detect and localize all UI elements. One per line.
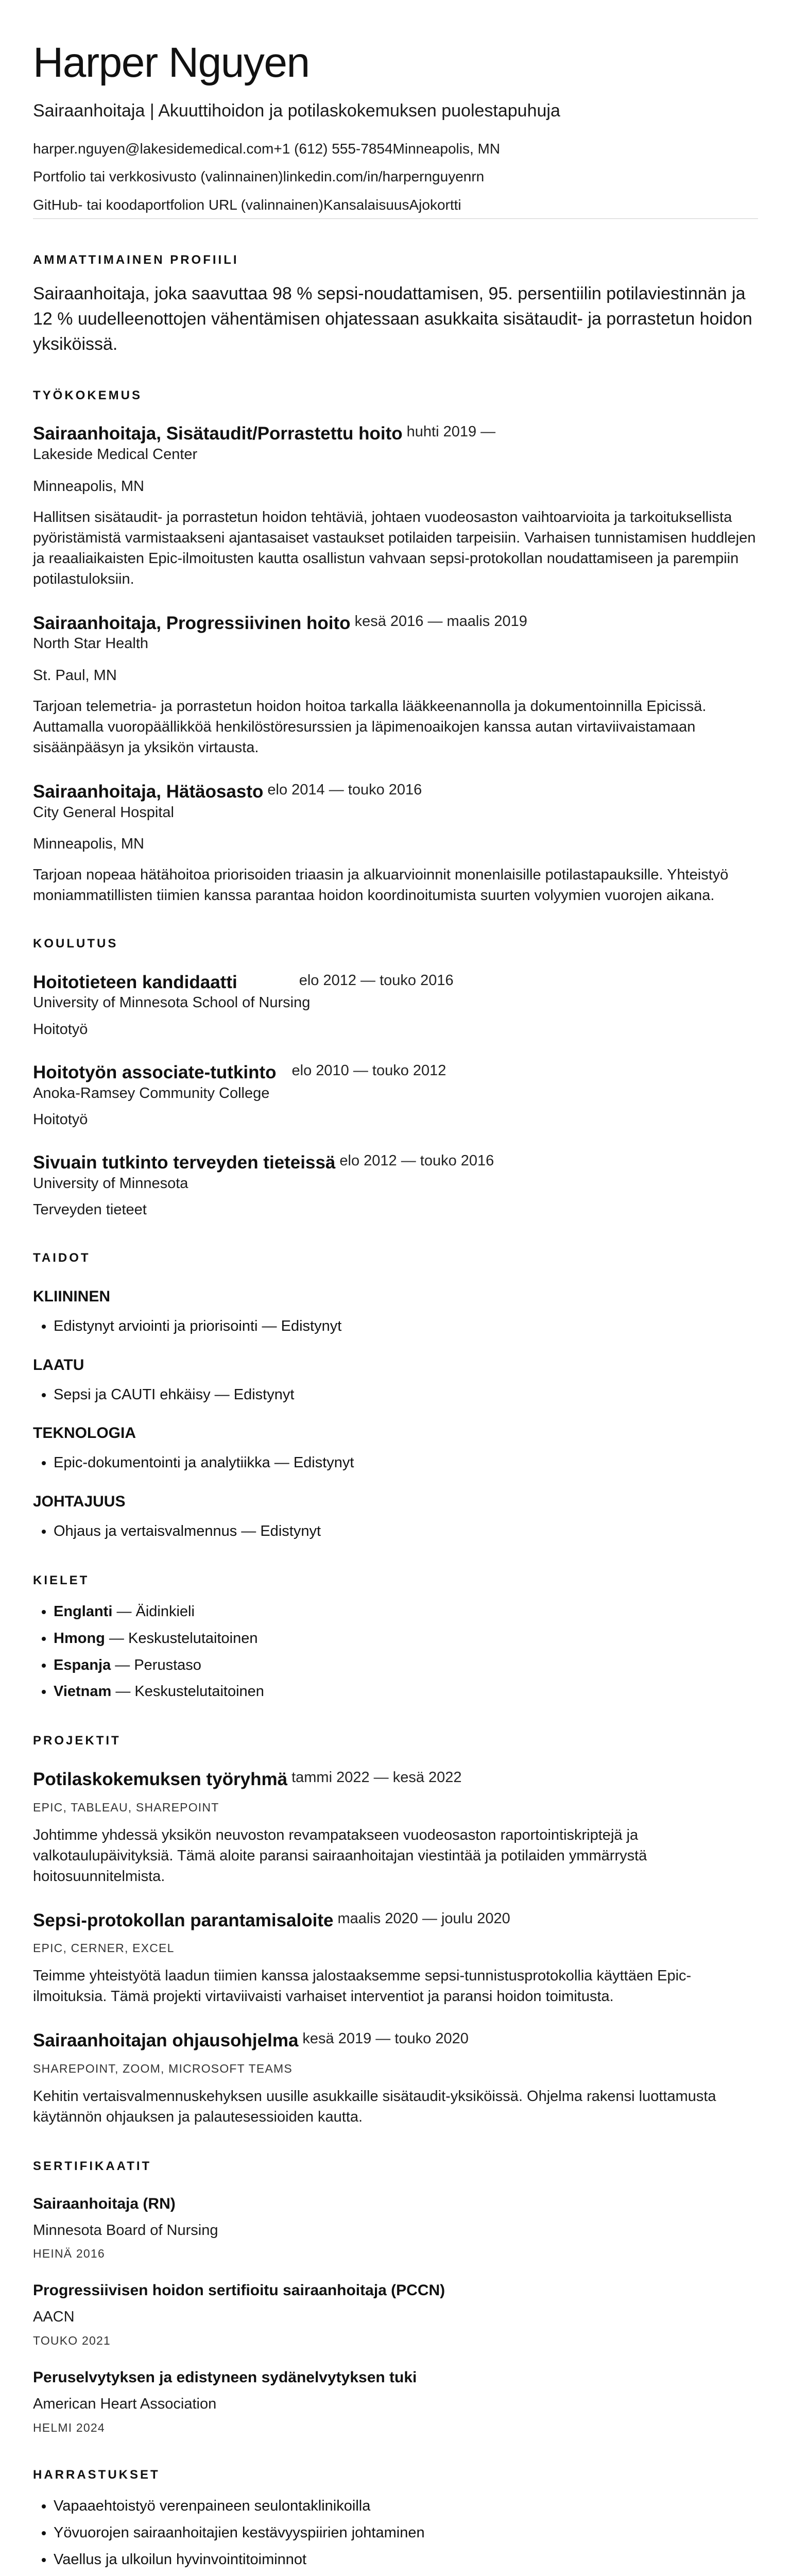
skill-group-title: TEKNOLOGIA — [33, 1425, 136, 1442]
section-heading: AMMATTIMAINEN PROFIILI — [33, 252, 239, 267]
section-heading: TYÖKOKEMUS — [33, 388, 143, 402]
language-name: Espanja — [54, 1656, 111, 1673]
job-title: Sairaanhoitaja, Progressiivinen hoito — [33, 613, 351, 633]
job-location: Minneapolis, MN — [33, 836, 144, 853]
certifications-section — [33, 2159, 758, 2436]
job-description: Hallitsen sisätaudit- ja porrastetun hoidon tehtäviä, johtaen vuodeosaston vaihtoarvioita ja tarkoituksellista pyöristämistä varmistaakseni ajantasaiset vastaukset potilaiden tarpeisiin. Varhaisen tunnistamisen huddlejen ja reaaliaikaisten Epic-ilmoitusten kautta osallistun vahvaan sepsi-protokollan noudattamiseen ja parempiin potilastuloksiin. — [33, 509, 756, 587]
employer: North Star Health — [33, 635, 149, 652]
education-item — [33, 971, 758, 1040]
linkedin-link[interactable]: linkedin.com/in/harpernguyenrn — [283, 168, 485, 185]
experience-section — [33, 388, 758, 906]
experience-item — [33, 612, 758, 758]
field-of-study: Hoitotyö — [33, 1021, 88, 1038]
profile-summary: Sairaanhoitaja, joka saavuttaa 98 % sepsi-noudattamisen, 95. persentiilin potilaviestinnän ja 12 % uudelleenottojen vähentämisen ohjatessaan asukkaita sisätaudit- ja porrastetun hoidon yksiköissä. — [33, 283, 752, 354]
skill-item: • Ohjaus ja vertaisvalmennus — Edistynyt — [54, 1522, 758, 1541]
hobby-item: • Yövuorojen sairaanhoitajien kestävyyspiirien johtaminen — [54, 2523, 758, 2543]
education-dates: elo 2010 — touko 2012 — [291, 1062, 446, 1079]
skill-group — [33, 1286, 758, 1336]
section-heading: TAIDOT — [33, 1251, 91, 1265]
language-level: — Perustaso — [111, 1656, 201, 1673]
skill-group-title: JOHTAJUUS — [33, 1493, 126, 1510]
job-dates: elo 2014 — touko 2016 — [267, 781, 422, 798]
certification-name: Peruselvytyksen ja edistyneen sydänelvytyksen tuki — [33, 2368, 417, 2386]
project-dates: tammi 2022 — kesä 2022 — [291, 1769, 462, 1786]
job-title: Sairaanhoitaja, Sisätaudit/Porrastettu hoito — [33, 423, 403, 444]
education-item — [33, 1061, 758, 1130]
employer: City General Hospital — [33, 804, 174, 821]
phone-number[interactable]: +1 (612) 555-7854 — [273, 140, 393, 157]
skill-item: • Edistynyt arviointi ja priorisointi — Edistynyt — [54, 1317, 758, 1336]
language-item — [54, 1629, 758, 1649]
experience-item — [33, 422, 758, 589]
skill-item: • Sepsi ja CAUTI ehkäisy — Edistynyt — [54, 1385, 758, 1405]
drivers-license: Ajokortti — [409, 196, 461, 213]
language-item — [54, 1656, 758, 1675]
project-title: Potilaskokemuksen työryhmä — [33, 1769, 288, 1789]
links-row — [33, 167, 758, 186]
field-of-study: Hoitotyö — [33, 1111, 88, 1128]
hobbies-section — [33, 2468, 758, 2576]
contact-row — [33, 140, 758, 158]
job-location: St. Paul, MN — [33, 667, 117, 684]
skill-item: • Epic-dokumentointi ja analytiikka — Edistynyt — [54, 1453, 758, 1473]
section-heading: HARRASTUKSET — [33, 2467, 160, 2482]
employer: Lakeside Medical Center — [33, 446, 198, 463]
section-heading: KOULUTUS — [33, 936, 118, 951]
project-description: Johtimme yhdessä yksikön neuvoston revampatakseen vuodeosaston raportointiskriptejä ja valkotaulupäivityksiä. Tämä aloite paransi sairaanhoitajan viestintää ja potilaiden ymmärrystä hoitosuunnitelmista. — [33, 1826, 647, 1885]
section-heading: KIELET — [33, 1573, 90, 1587]
certification-item — [33, 2367, 758, 2436]
skill-group — [33, 1355, 758, 1405]
skill-group-title: LAATU — [33, 1356, 84, 1374]
education-dates: elo 2012 — touko 2016 — [299, 972, 454, 989]
degree: Hoitotyön associate-tutkinto — [33, 1062, 277, 1082]
section-heading: PROJEKTIT — [33, 1734, 121, 1748]
languages-section — [33, 1573, 758, 1702]
education-item — [33, 1151, 758, 1220]
experience-item — [33, 781, 758, 906]
job-description: Tarjoan telemetria- ja porrastetun hoidon hoitoa tarkalla lääkkeenannolla ja dokumentoinnilla Epicissä. Auttamalla vuoropäällikköä henkilöstöresurssien ja läpimenoaikojen kanssa autan virtaviivaistamaan sisäänpääsyn ja yksikön virtausta. — [33, 698, 707, 756]
candidate-tagline: Sairaanhoitaja | Akuuttihoidon ja potilaskokemuksen puolestapuhuja — [33, 100, 560, 121]
job-description: Tarjoan nopeaa hätähoitoa priorisoiden triaasin ja alkuarvioinnit monenlaisille potilastapauksille. Yhteistyö moniammatillisten tiimien kanssa parantaa hoidon koordinoitumista suurten volyymien vuorojen aikana. — [33, 866, 729, 904]
project-item — [33, 1768, 758, 1887]
degree: Sivuain tutkinto terveyden tieteissä — [33, 1152, 336, 1173]
skill-group-title: KLIININEN — [33, 1287, 110, 1305]
citizenship: Kansalaisuus — [323, 196, 409, 213]
candidate-name: Harper Nguyen — [33, 39, 309, 86]
school: Anoka-Ramsey Community College — [33, 1084, 270, 1101]
header-divider — [33, 218, 758, 219]
certification-date: HEINÄ 2016 — [33, 2247, 105, 2261]
certification-name: Progressiivisen hoidon sertifioitu sairaanhoitaja (PCCN) — [33, 2282, 445, 2299]
resume-header — [33, 40, 758, 219]
github-link[interactable]: GitHub- tai koodaportfolion URL (valinnainen) — [33, 196, 323, 213]
job-dates: huhti 2019 — — [406, 423, 496, 440]
project-description: Kehitin vertaisvalmennuskehyksen uusille asukkaille sisätaudit-yksiköissä. Ohjelma rakensi luottamusta käytännön ohjauksen ja palautesessioiden kautta. — [33, 2088, 716, 2125]
language-name: Vietnam — [54, 1683, 112, 1700]
certification-issuer: Minnesota Board of Nursing — [33, 2222, 218, 2239]
certification-name: Sairaanhoitaja (RN) — [33, 2195, 176, 2212]
job-location: Minneapolis, MN — [33, 478, 144, 495]
profile-section — [33, 253, 758, 358]
project-title: Sepsi-protokollan parantamisaloite — [33, 1910, 334, 1930]
language-name: Englanti — [54, 1603, 113, 1620]
project-dates: maalis 2020 — joulu 2020 — [337, 1910, 510, 1927]
school: University of Minnesota School of Nursing — [33, 994, 311, 1011]
project-title: Sairaanhoitajan ohjausohjelma — [33, 2030, 299, 2051]
language-level: — Keskustelutaitoinen — [105, 1630, 258, 1647]
education-dates: elo 2012 — touko 2016 — [339, 1152, 494, 1169]
language-item — [54, 1602, 758, 1622]
project-description: Teimme yhteistyötä laadun tiimien kanssa jalostaaksemme sepsi-tunnistusprotokollia käyttäen Epic-ilmoituksia. Tämä projekti virtaviivaisti varhaiset interventiot ja paransi hoidon toimitusta. — [33, 1968, 692, 2005]
job-dates: kesä 2016 — maalis 2019 — [354, 613, 527, 630]
language-level: — Keskustelutaitoinen — [111, 1683, 264, 1700]
project-tech: SHAREPOINT, ZOOM, MICROSOFT TEAMS — [33, 2062, 293, 2076]
field-of-study: Terveyden tieteet — [33, 1201, 147, 1218]
projects-section — [33, 1734, 758, 2127]
location: Minneapolis, MN — [392, 140, 501, 157]
language-level: — Äidinkieli — [112, 1603, 195, 1620]
extra-info-row — [33, 196, 758, 214]
certification-item — [33, 2280, 758, 2349]
education-section — [33, 937, 758, 1220]
email-link[interactable]: harper.nguyen@lakesidemedical.com — [33, 140, 274, 157]
certification-date: TOUKO 2021 — [33, 2334, 111, 2348]
language-name: Hmong — [54, 1630, 105, 1647]
hobby-item: • Vaellus ja ulkoilun hyvinvointitoiminnot — [54, 2550, 758, 2570]
certification-date: HELMI 2024 — [33, 2420, 105, 2434]
skills-section — [33, 1251, 758, 1541]
project-dates: kesä 2019 — touko 2020 — [302, 2030, 469, 2047]
language-item — [54, 1682, 758, 1702]
job-title: Sairaanhoitaja, Hätäosasto — [33, 781, 264, 802]
school: University of Minnesota — [33, 1175, 188, 1192]
portfolio-link[interactable]: Portfolio tai verkkosivusto (valinnainen) — [33, 168, 283, 185]
certification-item — [33, 2194, 758, 2262]
project-item — [33, 2029, 758, 2127]
section-heading: SERTIFIKAATIT — [33, 2159, 152, 2173]
certification-issuer: AACN — [33, 2309, 75, 2326]
skill-group — [33, 1423, 758, 1473]
skill-group — [33, 1492, 758, 1541]
degree: Hoitotieteen kandidaatti — [33, 972, 237, 992]
project-tech: EPIC, TABLEAU, SHAREPOINT — [33, 1800, 219, 1814]
hobby-item: • Vapaaehtoistyö verenpaineen seulontaklinikoilla — [54, 2497, 758, 2516]
project-tech: EPIC, CERNER, EXCEL — [33, 1941, 175, 1955]
project-item — [33, 1909, 758, 2007]
certification-issuer: American Heart Association — [33, 2395, 217, 2412]
